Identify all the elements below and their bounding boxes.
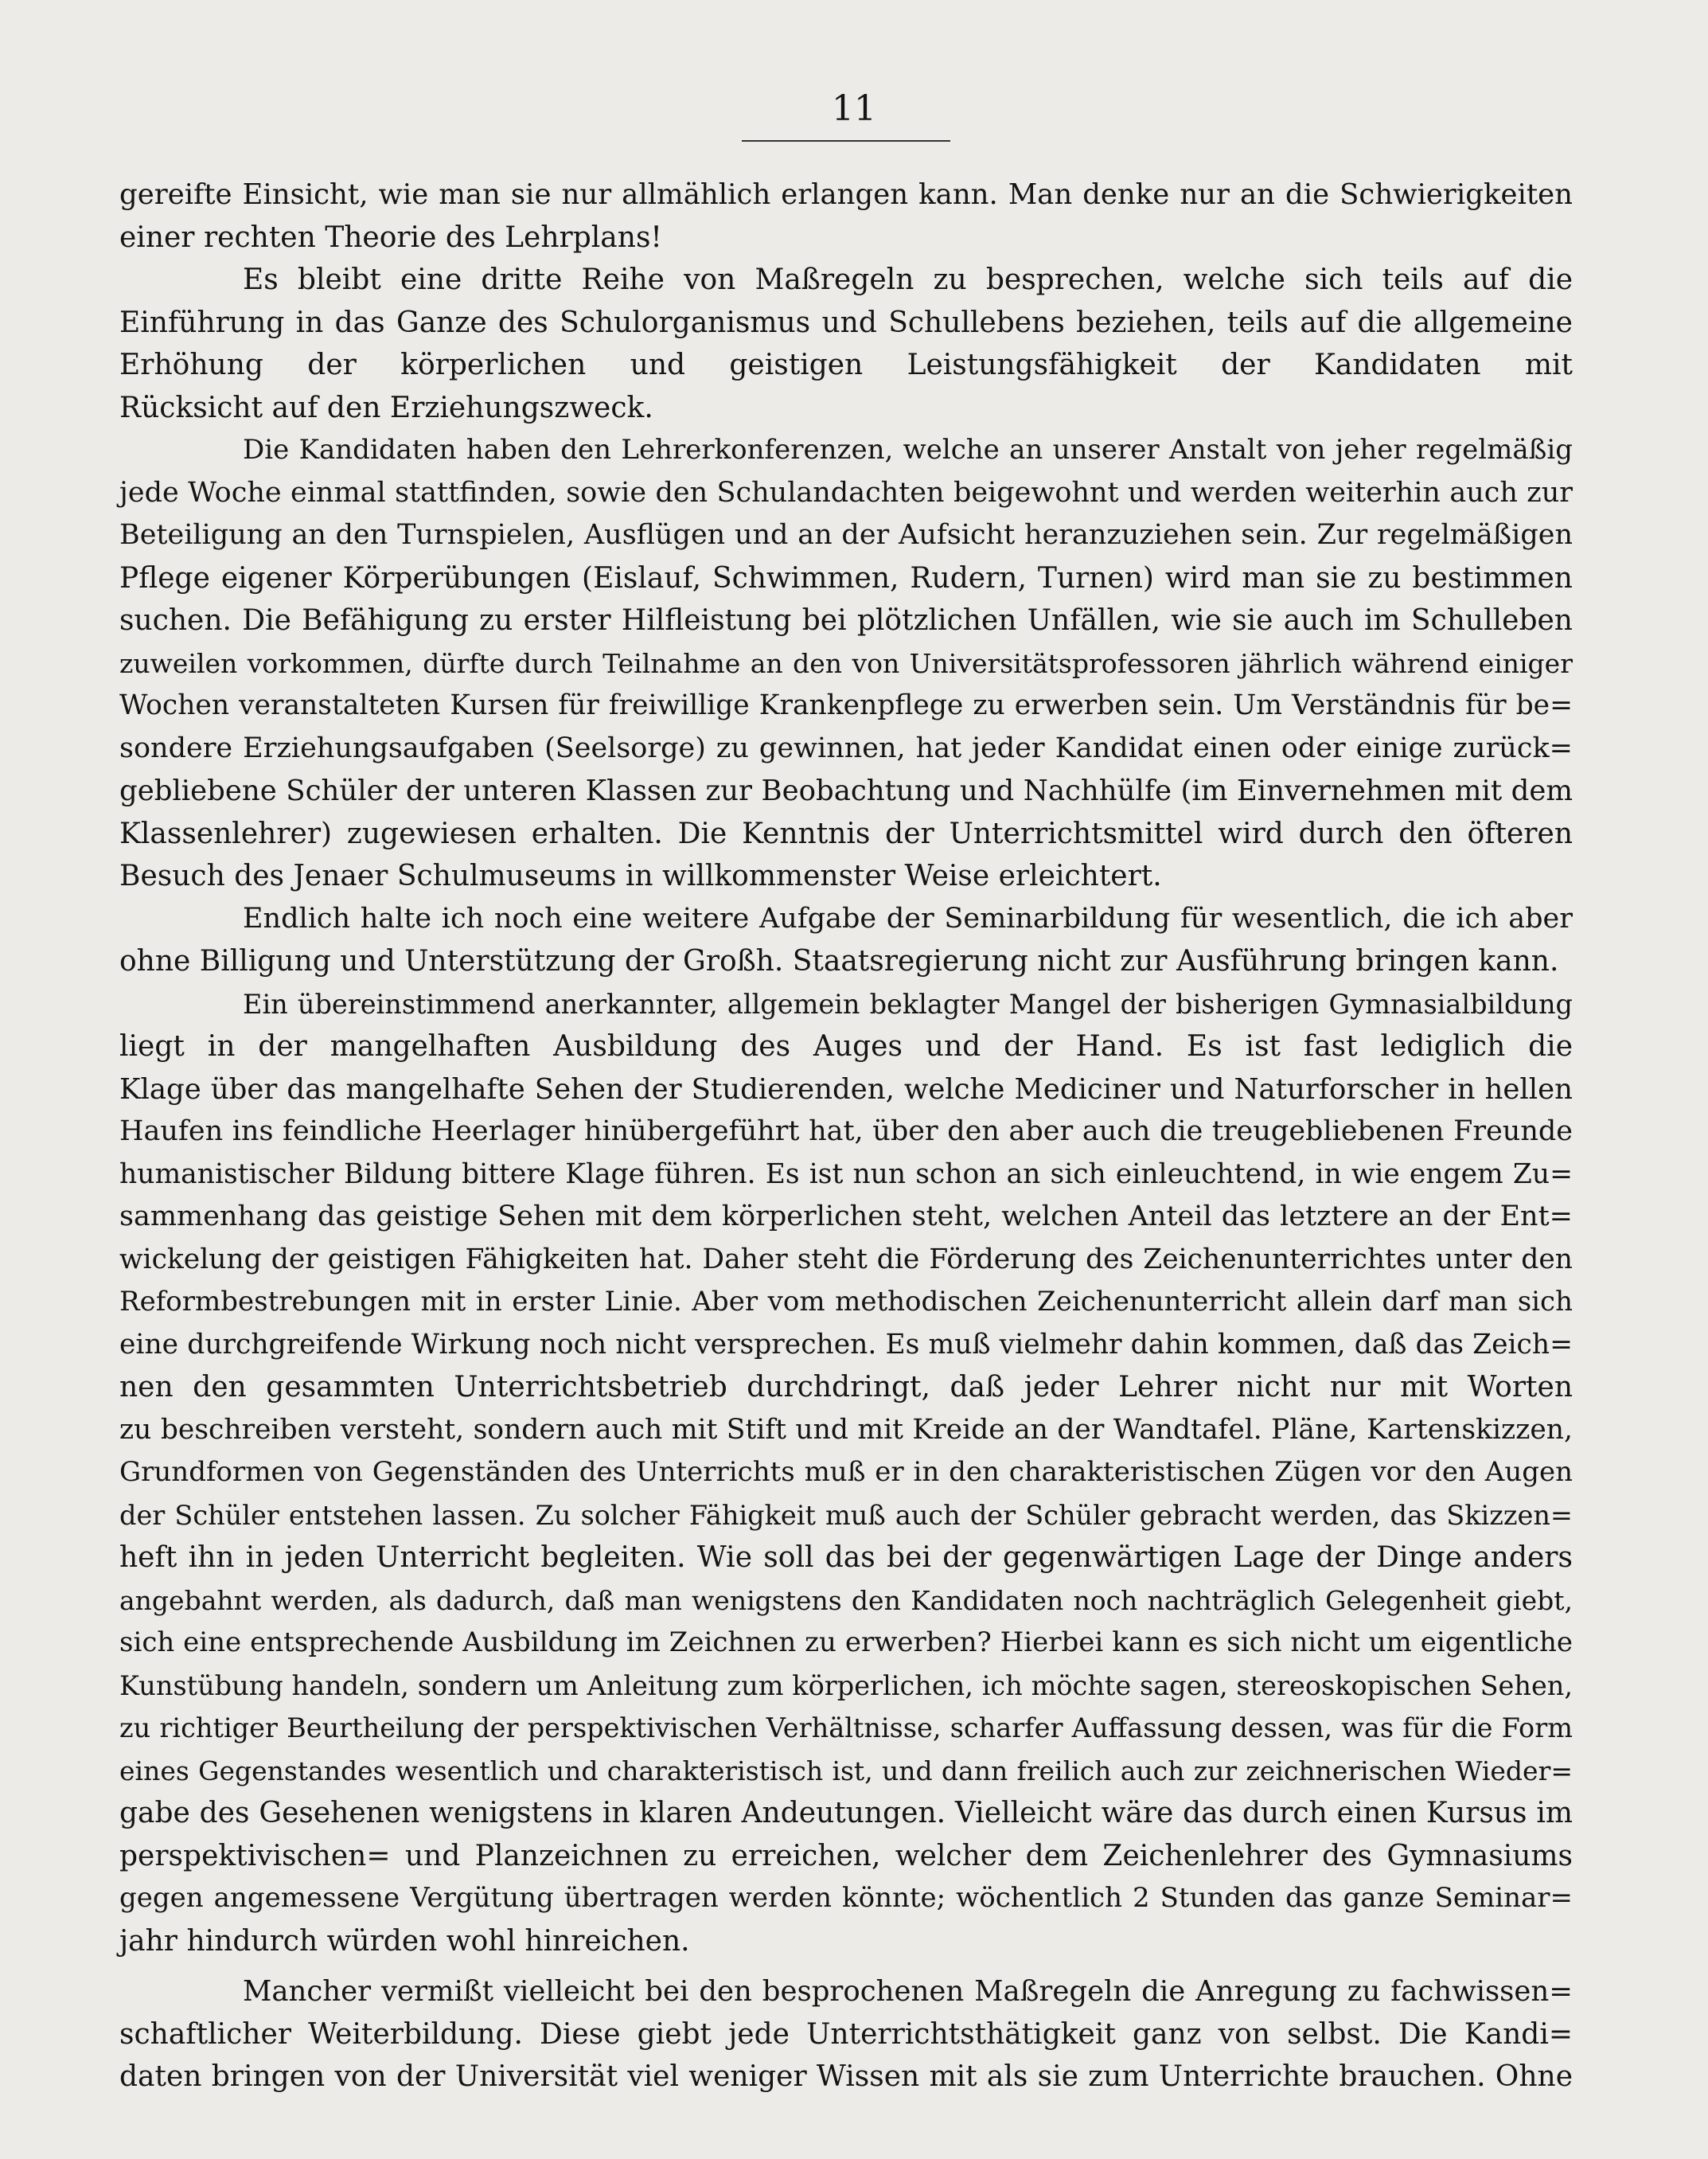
- text-line: schaftlicher Weiterbildung. Diese giebt jede Unterrichtsthätigkeit ganz von selbst. Die Kandi=: [119, 2017, 1573, 2051]
- text-line: zu richtiger Beurtheilung der perspektivischen Verhältnisse, scharfer Auffassung dessen, was für die Form: [119, 1712, 1573, 1743]
- text-line: jahr hindurch würden wohl hinreichen.: [119, 1924, 690, 1958]
- text-line: Einführung in das Ganze des Schulorganismus und Schullebens beziehen, teils auf die allgemeine: [119, 306, 1573, 339]
- text-line: Endlich halte ich noch eine weitere Aufgabe der Seminarbildung für wesentlich, die ich aber: [243, 902, 1573, 935]
- text-line: Haufen ins feindliche Heerlager hinübergeführt hat, über den aber auch die treugebliebenen Freunde: [119, 1115, 1573, 1147]
- text-line: perspektivischen= und Planzeichnen zu erreichen, welcher dem Zeichenlehrer des Gymnasiums: [119, 1839, 1573, 1872]
- text-line: Rücksicht auf den Erziehungszweck.: [119, 391, 653, 424]
- text-line: Es bleibt eine dritte Reihe von Maßregeln zu besprechen, welche sich teils auf die: [243, 264, 1573, 296]
- text-line: der Schüler entstehen lassen. Zu solcher Fähigkeit muß auch der Schüler gebracht werden, das Skizzen=: [119, 1499, 1573, 1531]
- text-line: nen den gesammten Unterrichtsbetrieb durchdringt, daß jeder Lehrer nicht nur mit Worten: [119, 1371, 1573, 1404]
- text-line: gebliebene Schüler der unteren Klassen zur Beobachtung und Nachhülfe (im Einvernehmen mit dem: [119, 775, 1573, 807]
- text-line: zu beschreiben versteht, sondern auch mit Stift und mit Kreide an der Wandtafel. Pläne, Kartenskizzen,: [119, 1413, 1573, 1446]
- text-line: einer rechten Theorie des Lehrplans!: [119, 221, 662, 254]
- text-line: Grundformen von Gegenständen des Unterrichts muß er in den charakteristischen Zügen vor den Augen: [119, 1456, 1573, 1488]
- text-line: wickelung der geistigen Fähigkeiten hat. Daher steht die Förderung des Zeichenunterrichtes unter den: [119, 1243, 1573, 1275]
- text-line: eine durchgreifende Wirkung noch nicht versprechen. Es muß vielmehr dahin kommen, daß das Zeich=: [119, 1328, 1573, 1361]
- text-line: sondere Erziehungsaufgaben (Seelsorge) zu gewinnen, hat jeder Kandidat einen oder einige zurück=: [119, 732, 1573, 764]
- text-line: Klage über das mangelhafte Sehen der Studierenden, welche Mediciner und Naturforscher in hellen: [119, 1072, 1573, 1106]
- text-line: Erhöhung der körperlichen und geistigen Leistungsfähigkeit der Kandidaten mit: [119, 349, 1573, 381]
- text-line: sammenhang das geistige Sehen mit dem körperlichen steht, welchen Anteil das letztere an der Ent=: [119, 1201, 1573, 1232]
- body-text: [119, 174, 1573, 2098]
- page-number: 11: [832, 88, 876, 129]
- text-line: angebahnt werden, als dadurch, daß man wenigstens den Kandidaten noch nachträglich Gelegenheit giebt,: [119, 1584, 1573, 1616]
- text-line: jede Woche einmal stattfinden, sowie den Schulandachten beigewohnt und werden weiterhin auch zur: [119, 476, 1573, 509]
- text-line: Klassenlehrer) zugewiesen erhalten. Die Kenntnis der Unterrichtsmittel wird durch den öfteren: [119, 817, 1573, 850]
- header-rule: [742, 140, 950, 142]
- text-line: eines Gegenstandes wesentlich und charakteristisch ist, und dann freilich auch zur zeichnerischen Wieder=: [119, 1755, 1573, 1786]
- text-line: Mancher vermißt vielleicht bei den besprochenen Maßregeln die Anregung zu fachwissen=: [243, 1975, 1573, 2008]
- text-line: Die Kandidaten haben den Lehrerkonferenzen, welche an unserer Anstalt von jeher regelmäßig: [243, 434, 1573, 466]
- text-line: ohne Billigung und Unterstützung der Großh. Staatsregierung nicht zur Ausführung bringen kann.: [119, 945, 1559, 978]
- text-line: zuweilen vorkommen, dürfte durch Teilnahme an den von Universitätsprofessoren jährlich während einiger: [119, 647, 1573, 679]
- text-line: heft ihn in jeden Unterricht begleiten. Wie soll das bei der gegenwärtigen Lage der Dinge anders: [119, 1541, 1573, 1574]
- text-line: daten bringen von der Universität viel weniger Wissen mit als sie zum Unterrichte brauchen. Ohne: [119, 2060, 1573, 2093]
- text-line: gegen angemessene Vergütung übertragen werden könnte; wöchentlich 2 Stunden das ganze Seminar=: [119, 1882, 1573, 1914]
- text-line: suchen. Die Befähigung zu erster Hilfleistung bei plötzlichen Unfällen, wie sie auch im Schulleben: [119, 604, 1573, 637]
- text-line: Ein übereinstimmend anerkannter, allgemein beklagter Mangel der bisherigen Gymnasialbildung: [243, 988, 1573, 1020]
- text-line: Reformbestrebungen mit in erster Linie. Aber vom methodischen Zeichenunterricht allein darf man sich: [119, 1286, 1573, 1318]
- text-line: Pflege eigener Körperübungen (Eislauf, Schwimmen, Rudern, Turnen) wird man sie zu bestimmen: [119, 561, 1573, 595]
- text-line: Wochen veranstalteten Kursen für freiwillige Krankenpflege zu erwerben sein. Um Verständnis für be=: [119, 689, 1573, 721]
- text-line: Besuch des Jenaer Schulmuseums in willkommenster Weise erleichtert.: [119, 860, 1162, 892]
- text-line: Kunstübung handeln, sondern um Anleitung zum körperlichen, ich möchte sagen, stereoskopischen Sehen,: [119, 1669, 1573, 1701]
- text-line: liegt in der mangelhaften Ausbildung des Auges und der Hand. Es ist fast lediglich die: [119, 1030, 1573, 1063]
- text-line: humanistischer Bildung bittere Klage führen. Es ist nun schon an sich einleuchtend, in wie engem Zu=: [119, 1158, 1573, 1190]
- text-line: gereifte Einsicht, wie man sie nur allmählich erlangen kann. Man denke nur an die Schwierigkeiten: [119, 178, 1573, 211]
- text-line: Beteiligung an den Turnspielen, Ausflügen und an der Aufsicht heranzuziehen sein. Zur regelmäßigen: [119, 519, 1573, 551]
- text-line: sich eine entsprechende Ausbildung im Zeichnen zu erwerben? Hierbei kann es sich nicht um eigentliche: [119, 1626, 1573, 1658]
- text-line: gabe des Gesehenen wenigstens in klaren Andeutungen. Vielleicht wäre das durch einen Kursus im: [119, 1797, 1573, 1829]
